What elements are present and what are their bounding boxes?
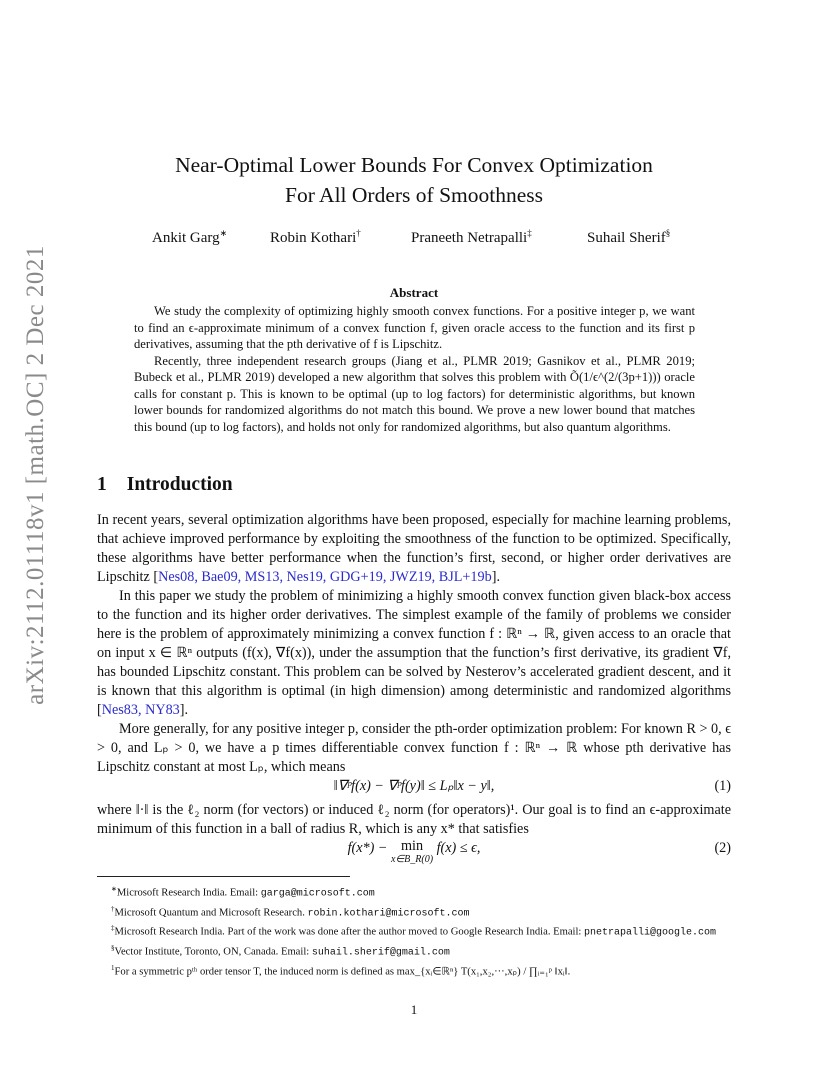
intro-p2-text: In this paper we study the problem of minimizing a highly smooth convex function given black-box access to the function and its higher order derivatives. The simplest example of the family of problems we consider here is the problem of approximately minimizing a convex function f : ℝⁿ → ℝ, given access to an oracle that on input x ∈ ℝⁿ outputs (f(x), ∇f(x)), under the assumption that the function’s first derivative, its gradient ∇f, has bounded Lipschitz constant. This problem can be solved by Nesterov’s accelerated gradient descent, and it is known that this algorithm is optimal (in high dimension) among deterministic and randomized algorithms [ — [97, 588, 731, 718]
author-2 — [270, 228, 361, 247]
equation-1-number: (1) — [714, 778, 731, 794]
intro-p1-end: ]. — [491, 569, 500, 585]
citation-link[interactable]: Nes08, Bae09, MS13, Nes19, GDG+19, JWZ19, BJL+19b — [158, 569, 492, 585]
footnote-1 — [97, 882, 731, 902]
author-4-name: Suhail Sherif — [587, 230, 666, 246]
equation-1 — [97, 777, 731, 801]
footnote-4 — [97, 941, 731, 961]
equation-2 — [97, 839, 731, 873]
author-1-name: Ankit Garg — [152, 230, 220, 246]
intro-paragraph-1 — [97, 511, 731, 587]
intro-body — [97, 511, 731, 873]
intro-p2-end: ]. — [179, 702, 189, 718]
footnote-3-mark: ‡ — [111, 924, 115, 933]
author-2-name: Robin Kothari — [270, 230, 357, 246]
footnote-4-mark: § — [111, 944, 115, 953]
section-heading — [97, 474, 233, 496]
footnote-1-text: Microsoft Research India. Email: — [116, 887, 261, 899]
equation-1-expression: ‖∇ᵖf(x) − ∇ᵖf(y)‖ ≤ Lₚ‖x − y‖, — [333, 778, 495, 794]
author-3-name: Praneeth Netrapalli — [411, 230, 528, 246]
min-subscript: x∈B_R(0) — [391, 854, 434, 865]
equation-2-right: f(x) ≤ ϵ, — [436, 840, 481, 856]
footnote-4-email: suhail.sherif@gmail.com — [311, 947, 450, 959]
section-title: Introduction — [126, 474, 233, 495]
footnote-5-mark: 1 — [111, 963, 115, 972]
equation-2-left: f(x*) − — [347, 840, 388, 856]
footnote-2-mark: † — [111, 904, 115, 913]
footnote-3 — [97, 921, 731, 941]
footnote-1-mark: ∗ — [111, 885, 117, 893]
author-3-mark: ‡ — [527, 228, 532, 238]
min-label: min — [400, 838, 424, 854]
abstract-heading: Abstract — [389, 285, 439, 300]
equation-2-number: (2) — [714, 840, 731, 856]
author-1 — [152, 228, 227, 247]
abstract-body — [134, 303, 695, 435]
author-4-mark: § — [665, 228, 671, 238]
footnote-1-email: garga@microsoft.com — [260, 888, 375, 900]
author-4 — [587, 228, 670, 247]
footnote-4-text: Vector Institute, Toronto, ON, Canada. Email: — [114, 946, 312, 958]
min-operator — [391, 839, 433, 867]
section-number: 1 — [97, 474, 107, 495]
author-3 — [411, 228, 532, 247]
author-1-mark: ∗ — [219, 228, 228, 238]
footnote-2-text: Microsoft Quantum and Microsoft Research. — [114, 907, 308, 919]
footnote-3-text: Microsoft Research India. Part of the work was done after the author moved to Google Research India. Email: — [114, 927, 585, 938]
title-line-1: Near-Optimal Lower Bounds For Convex Optimization — [175, 153, 653, 177]
arxiv-stamp-text: arXiv:2112.01118v1 [math.OC] 2 Dec 2021 — [22, 245, 50, 705]
abstract-paragraph-2: Recently, three independent research groups (Jiang et al., PLMR 2019; Gasnikov et al., PLMR 2019; Bubeck et al., PLMR 2019) developed a new algorithm that solves this problem with Õ(1/ϵ^(2/(3p+1))) oracle calls for constant p. This is known to be optimal (up to log factors) for deterministic algorithms, but known lower bounds for randomized algorithms do not match this bound. We prove a new lower bound that matches this bound (up to log factors), and holds not only for randomized algorithms, but also quantum algorithms. — [134, 353, 695, 434]
footnotes — [97, 882, 731, 980]
footnote-2-email: robin.kothari@microsoft.com — [307, 908, 470, 920]
equation-2-expression — [97, 839, 731, 867]
title-line-2: For All Orders of Smoothness — [285, 183, 543, 207]
intro-paragraph-3: More generally, for any positive integer p, consider the pth-order optimization problem: For known R > 0, ϵ > 0, and Lₚ > 0, we have a p times differentiable convex function f : ℝⁿ → ℝ whose pth derivative has Lipschitz constant at most Lₚ, which means — [97, 721, 731, 775]
footnote-5-text: For a symmetric pᵗʰ order tensor T, the induced norm is defined as max_{xᵢ∈ℝⁿ} T(x₁,x₂,···,xₚ) / ∏ᵢ₌₁ᵖ ‖xᵢ‖. — [114, 966, 571, 978]
page-number: 1 — [410, 1002, 418, 1017]
arxiv-stamp — [14, 245, 58, 705]
abstract-paragraph-1: We study the complexity of optimizing highly smooth convex functions. For a positive integer p, we want to find an ϵ-approximate minimum of a convex function f, given oracle access to the function and its first p derivatives, assuming that the pth derivative of f is Lipschitz. — [134, 304, 695, 351]
author-2-mark: † — [356, 228, 361, 238]
citation-link[interactable]: Nes83, NY83 — [101, 702, 180, 718]
intro-paragraph-4: where ‖·‖ is the ℓ₂ norm (for vectors) or induced ℓ₂ norm (for operators)¹. Our goal is to find an ϵ-approximate minimum of this function in a ball of radius R, which is any x* that satisfies — [97, 802, 731, 837]
footnote-2 — [97, 902, 731, 922]
paper-title — [0, 150, 828, 210]
footnote-rule — [97, 876, 350, 877]
footnote-5 — [97, 961, 731, 980]
intro-p1-text: In recent years, several optimization algorithms have been proposed, especially for machine learning problems, that achieve improved performance by exploiting the smoothness of the function to be optimized. Specifically, these algorithms have better performance when the function’s first, second, or higher order derivatives are Lipschitz [ — [97, 512, 731, 585]
intro-paragraph-2 — [97, 587, 731, 720]
footnote-3-email: pnetrapalli@google.com — [584, 928, 717, 939]
